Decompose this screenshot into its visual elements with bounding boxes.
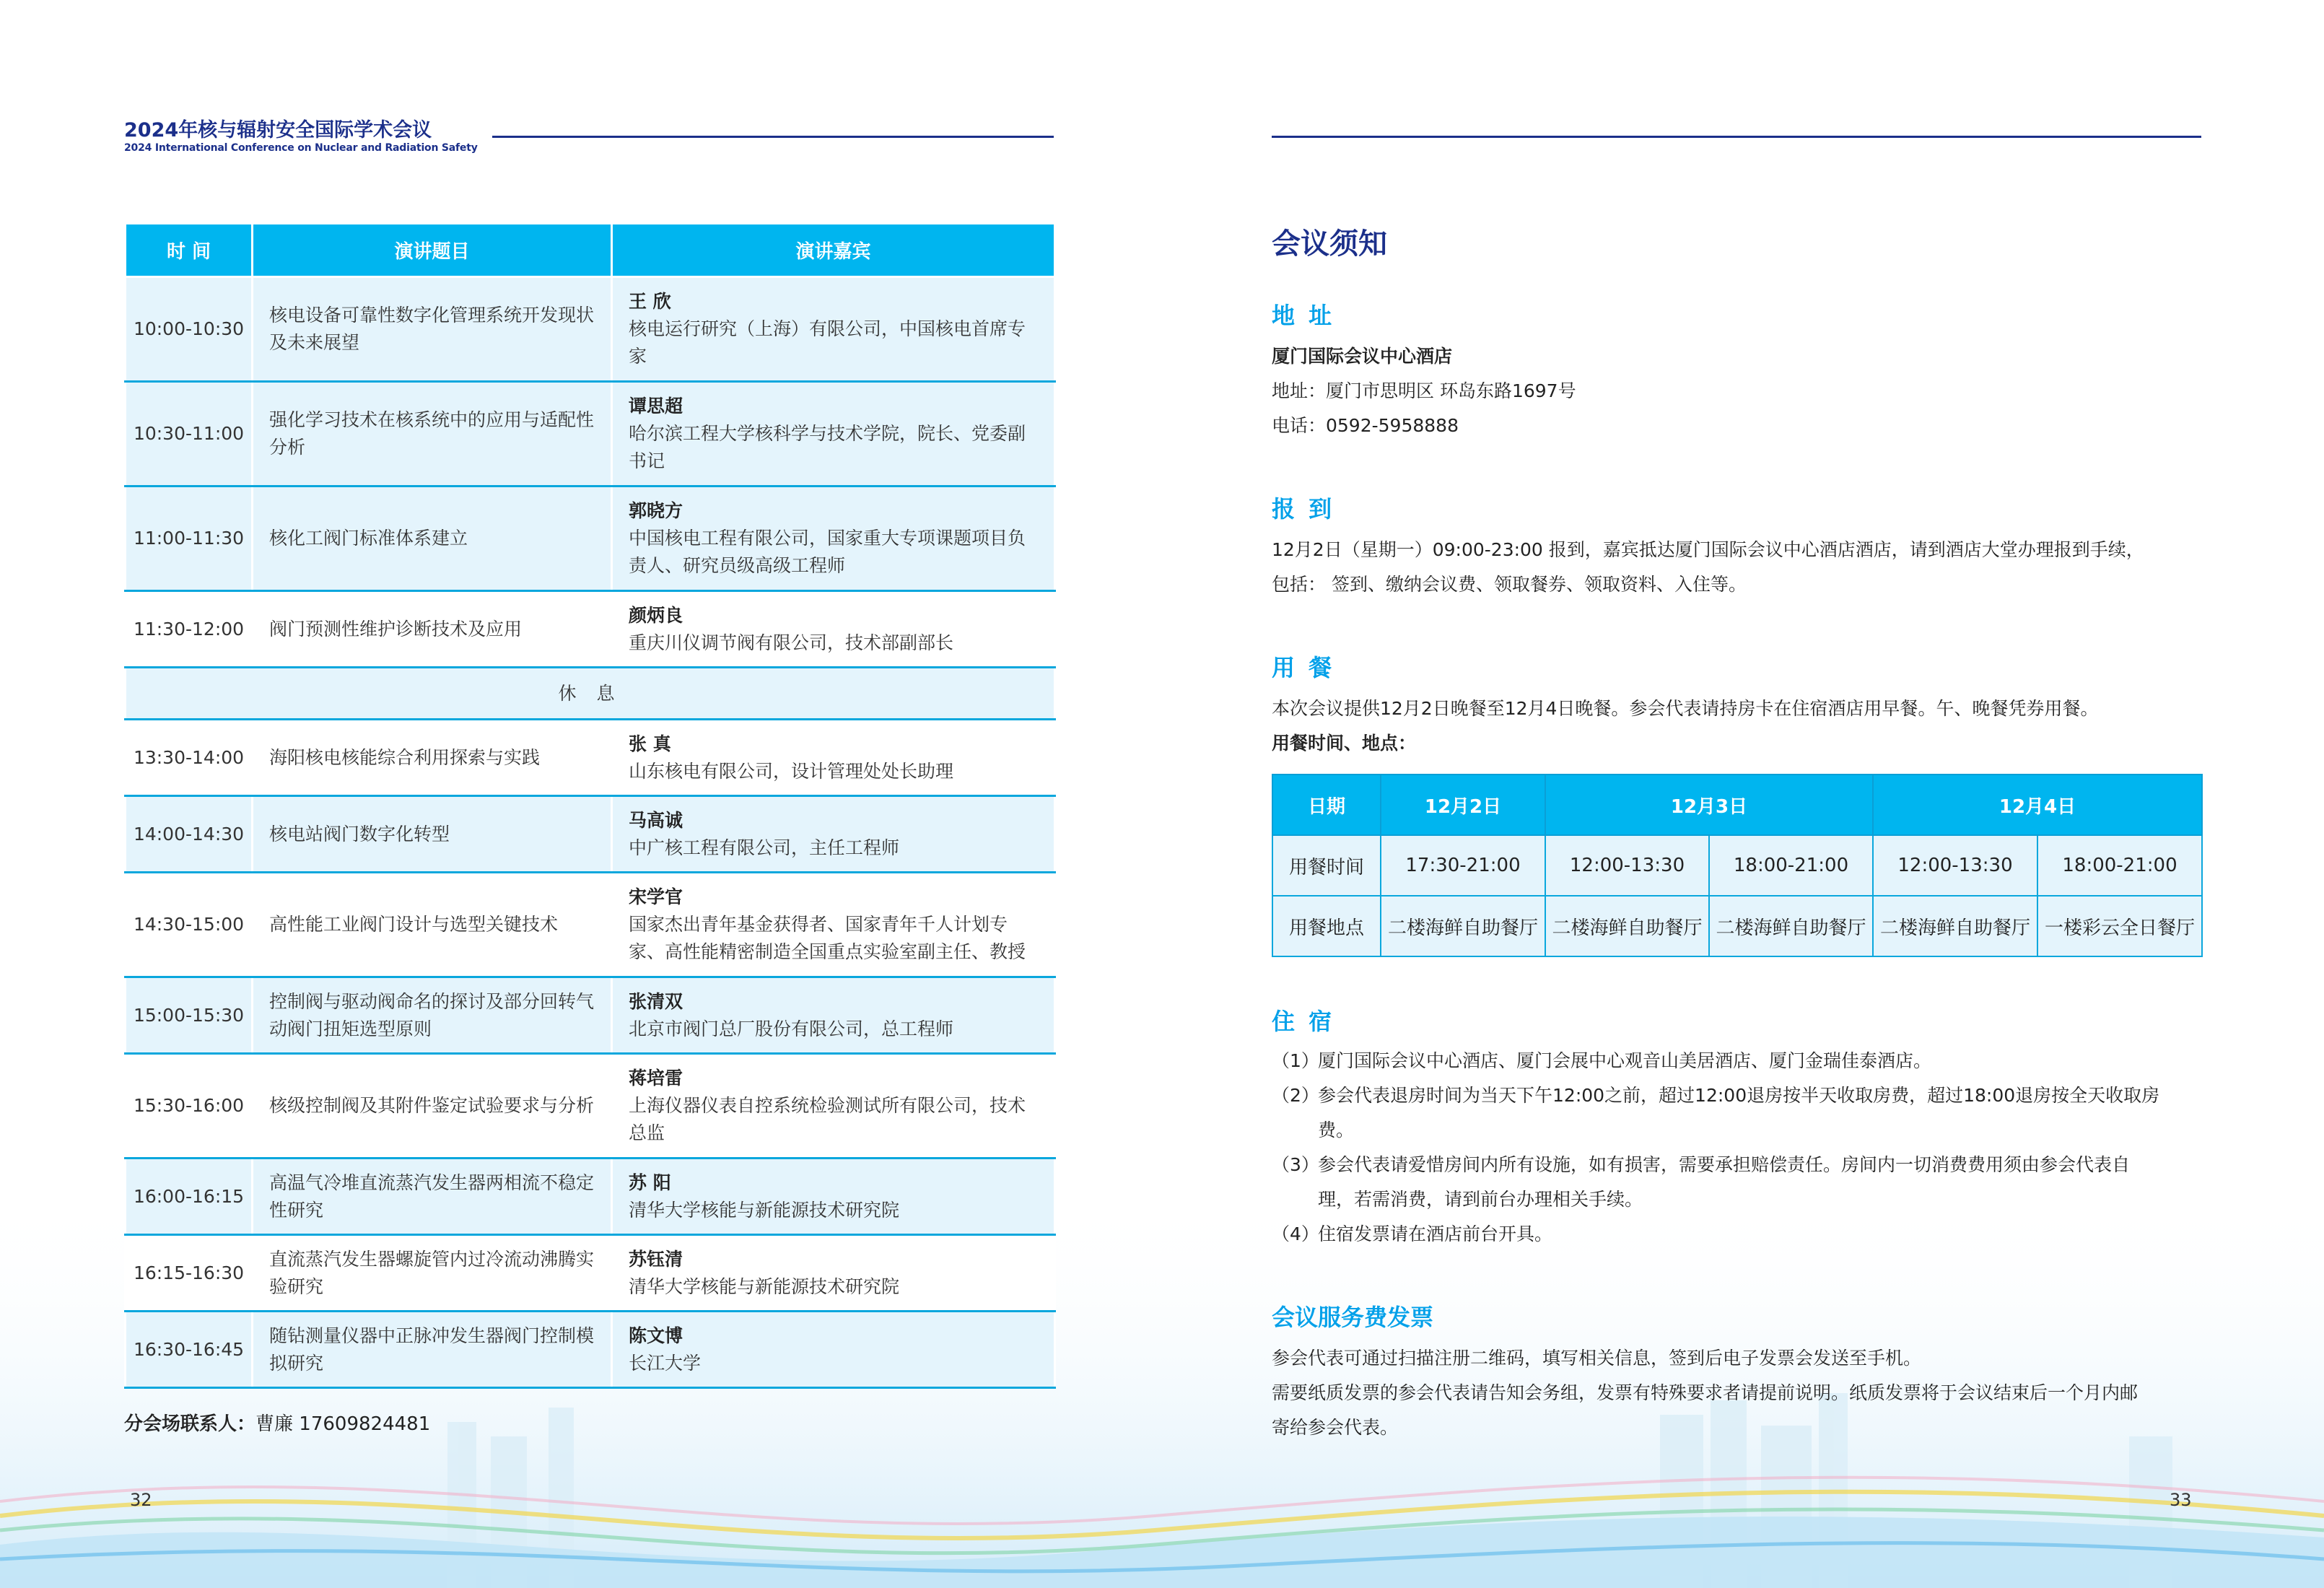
meal-place-cell: 二楼海鲜自助餐厅 xyxy=(1873,896,2037,956)
table-row xyxy=(126,1235,1055,1312)
meal-place-label: 用餐地点 xyxy=(1272,896,1381,956)
topic-cell: 直流蒸汽发生器螺旋管内过冷流动沸腾实验研究 xyxy=(253,1235,612,1312)
speaker-org: 上海仪器仪表自控系统检验测试所有限公司，技术总监 xyxy=(629,1095,1026,1143)
time-cell: 13:30-14:00 xyxy=(126,720,253,796)
speaker-name: 宋学官 xyxy=(629,886,683,907)
speaker-name: 苏钰清 xyxy=(629,1248,683,1270)
address-heading: 地 址 xyxy=(1272,302,1335,329)
schedule-header-row xyxy=(126,224,1055,277)
meal-time-cell: 18:00-21:00 xyxy=(2037,835,2202,896)
table-row xyxy=(126,977,1055,1054)
topic-cell: 强化学习技术在核系统中的应用与适配性分析 xyxy=(253,382,612,487)
speaker-cell xyxy=(612,591,1055,668)
speaker-org: 长江大学 xyxy=(629,1352,702,1374)
lodging-item-text: 参会代表请爱惜房间内所有设施，如有损害，需要承担赔偿责任。房间内一切消费费用须由参会代表自理，若需消费，请到前台办理相关手续。 xyxy=(1318,1154,2131,1210)
table-row xyxy=(126,796,1055,873)
meal-header-row xyxy=(1272,775,2202,835)
page-number-right: 33 xyxy=(2170,1490,2192,1510)
meal-place-cell: 二楼海鲜自助餐厅 xyxy=(1381,896,1545,956)
header-speaker: 演讲嘉宾 xyxy=(612,224,1055,277)
meal-header-dec3: 12月3日 xyxy=(1545,775,1873,835)
time-cell: 10:00-10:30 xyxy=(126,277,253,382)
meal-time-cell: 12:00-13:30 xyxy=(1873,835,2037,896)
registration-line-2: 包括： 签到、缴纳会议费、领取餐券、领取资料、入住等。 xyxy=(1272,574,1747,595)
meal-time-cell: 17:30-21:00 xyxy=(1381,835,1545,896)
speaker-cell xyxy=(612,796,1055,873)
speaker-name: 陈文博 xyxy=(629,1325,683,1346)
meal-time-cell: 12:00-13:30 xyxy=(1545,835,1709,896)
header-rule xyxy=(492,136,1054,138)
table-row xyxy=(126,1054,1055,1159)
speaker-name: 谭思超 xyxy=(629,396,683,416)
right-page xyxy=(1162,0,2324,1588)
page-number-left: 32 xyxy=(130,1490,152,1510)
speaker-org: 山东核电有限公司，设计管理处处长助理 xyxy=(629,760,954,782)
invoice-line-2: 需要纸质发票的参会代表请告知会务组，发票有特殊要求者请提前说明。纸质发票将于会议结束后一个月内邮 xyxy=(1272,1382,2139,1403)
lodging-item-text: 住宿发票请在酒店前台开具。 xyxy=(1318,1223,1553,1244)
table-row xyxy=(126,720,1055,796)
meal-header-dec2: 12月2日 xyxy=(1381,775,1545,835)
time-cell: 14:00-14:30 xyxy=(126,796,253,873)
hotel-name: 厦门国际会议中心酒店 xyxy=(1272,346,1453,367)
table-row xyxy=(126,382,1055,487)
time-cell: 16:15-16:30 xyxy=(126,1235,253,1312)
table-row xyxy=(126,1312,1055,1388)
topic-cell: 核级控制阀及其附件鉴定试验要求与分析 xyxy=(253,1054,612,1159)
invoice-heading: 会议服务费发票 xyxy=(1272,1304,1434,1331)
meal-place-cell: 二楼海鲜自助餐厅 xyxy=(1709,896,1873,956)
header-topic: 演讲题目 xyxy=(253,224,612,277)
meal-header-dec4: 12月4日 xyxy=(1873,775,2202,835)
session-contact xyxy=(124,1409,430,1436)
topic-cell: 随钻测量仪器中正脉冲发生器阀门控制模拟研究 xyxy=(253,1312,612,1388)
lodging-item xyxy=(1272,1044,2201,1078)
conference-subtitle: 2024 International Conference on Nuclear and Radiation Safety xyxy=(124,142,478,154)
time-cell: 10:30-11:00 xyxy=(126,382,253,487)
meal-table xyxy=(1272,774,2203,957)
speaker-org: 清华大学核能与新能源技术研究院 xyxy=(629,1199,900,1221)
speaker-name: 马高诚 xyxy=(629,809,683,831)
topic-cell: 控制阀与驱动阀命名的探讨及部分回转气动阀门扭矩选型原则 xyxy=(253,977,612,1054)
speaker-name: 张清双 xyxy=(629,990,683,1012)
invoice-line-1: 参会代表可通过扫描注册二维码，填写相关信息，签到后电子发票会发送至手机。 xyxy=(1272,1348,1922,1369)
topic-cell: 核电站阀门数字化转型 xyxy=(253,796,612,873)
phone-line: 电话：0592-5958888 xyxy=(1272,415,1459,436)
lodging-item xyxy=(1272,1078,2201,1148)
lodging-item-text: 厦门国际会议中心酒店、厦门会展中心观音山美居酒店、厦门金瑞佳泰酒店。 xyxy=(1318,1050,1932,1071)
speaker-org: 北京市阀门总厂股份有限公司，总工程师 xyxy=(629,1018,954,1039)
meal-header-date: 日期 xyxy=(1272,775,1381,835)
topic-cell: 高温气冷堆直流蒸汽发生器两相流不稳定性研究 xyxy=(253,1159,612,1235)
time-cell: 16:30-16:45 xyxy=(126,1312,253,1388)
topic-cell: 高性能工业阀门设计与选型关键技术 xyxy=(253,873,612,977)
table-row xyxy=(126,277,1055,382)
topic-cell: 核电设备可靠性数字化管理系统开发现状及未来展望 xyxy=(253,277,612,382)
break-row xyxy=(126,668,1055,720)
speaker-cell xyxy=(612,1312,1055,1388)
meal-time-row xyxy=(1272,835,2202,896)
speaker-org: 国家杰出青年基金获得者、国家青年千人计划专家、高性能精密制造全国重点实验室副主任、教授 xyxy=(629,914,1026,962)
lodging-item-number: （3） xyxy=(1272,1154,1319,1175)
contact-value: 曹廉 17609824481 xyxy=(255,1413,431,1435)
lodging-item xyxy=(1272,1217,2201,1252)
topic-cell: 阀门预测性维护诊断技术及应用 xyxy=(253,591,612,668)
address-line: 地址：厦门市思明区 环岛东路1697号 xyxy=(1272,380,1576,401)
speaker-cell xyxy=(612,277,1055,382)
time-cell: 11:30-12:00 xyxy=(126,591,253,668)
speaker-name: 张 真 xyxy=(629,733,671,754)
speaker-cell xyxy=(612,977,1055,1054)
dining-line-1: 本次会议提供12月2日晚餐至12月4日晚餐。参会代表请持房卡在住宿酒店用早餐。午、晚餐凭券用餐。 xyxy=(1272,698,2099,719)
speaker-cell xyxy=(612,1054,1055,1159)
invoice-line-3: 寄给参会代表。 xyxy=(1272,1417,1399,1438)
speaker-cell xyxy=(612,720,1055,796)
lodging-item-number: （4） xyxy=(1272,1223,1319,1244)
topic-cell: 海阳核电核能综合利用探索与实践 xyxy=(253,720,612,796)
speaker-name: 颜炳良 xyxy=(629,604,683,626)
speaker-name: 王 欣 xyxy=(629,291,671,312)
schedule-table xyxy=(124,222,1056,1389)
conference-title: 2024年核与辐射安全国际学术会议 xyxy=(124,119,432,141)
meal-place-cell: 一楼彩云全日餐厅 xyxy=(2037,896,2202,956)
meal-time-label: 用餐时间 xyxy=(1272,835,1381,896)
lodging-heading: 住 宿 xyxy=(1272,1008,1335,1035)
speaker-org: 哈尔滨工程大学核科学与技术学院，院长、党委副书记 xyxy=(629,423,1026,471)
meal-place-cell: 二楼海鲜自助餐厅 xyxy=(1545,896,1709,956)
lodging-item-number: （2） xyxy=(1272,1085,1319,1106)
break-label: 休 息 xyxy=(126,668,1055,720)
speaker-org: 中国核电工程有限公司，国家重大专项课题项目负责人、研究员级高级工程师 xyxy=(629,528,1026,576)
lodging-item xyxy=(1272,1148,2201,1217)
speaker-cell xyxy=(612,487,1055,591)
time-cell: 11:00-11:30 xyxy=(126,487,253,591)
speaker-name: 苏 阳 xyxy=(629,1172,671,1193)
speaker-name: 郭晓方 xyxy=(629,500,683,521)
speaker-name: 蒋培雷 xyxy=(629,1068,683,1089)
registration-line-1: 12月2日（星期一）09:00-23:00 报到，嘉宾抵达厦门国际会议中心酒店酒店，请到酒店大堂办理报到手续， xyxy=(1272,539,2144,560)
header-rule xyxy=(1272,136,2201,138)
speaker-org: 核电运行研究（上海）有限公司，中国核电首席专家 xyxy=(629,318,1026,367)
dining-heading: 用 餐 xyxy=(1272,654,1335,681)
registration-heading: 报 到 xyxy=(1272,495,1335,523)
time-cell: 16:00-16:15 xyxy=(126,1159,253,1235)
time-cell: 15:30-16:00 xyxy=(126,1054,253,1159)
speaker-cell xyxy=(612,382,1055,487)
lodging-item-text: 参会代表退房时间为当天下午12:00之前，超过12:00退房按半天收取房费，超过18:00退房按全天收取房费。 xyxy=(1318,1085,2160,1140)
table-row xyxy=(126,487,1055,591)
dining-line-2: 用餐时间、地点： xyxy=(1272,733,1417,754)
topic-cell: 核化工阀门标准体系建立 xyxy=(253,487,612,591)
meal-place-row xyxy=(1272,896,2202,956)
notice-title: 会议须知 xyxy=(1272,227,1387,261)
meal-time-cell: 18:00-21:00 xyxy=(1709,835,1873,896)
header-time: 时 间 xyxy=(126,224,253,277)
time-cell: 14:30-15:00 xyxy=(126,873,253,977)
speaker-cell xyxy=(612,873,1055,977)
speaker-cell xyxy=(612,1235,1055,1312)
table-row xyxy=(126,1159,1055,1235)
speaker-cell xyxy=(612,1159,1055,1235)
lodging-item-number: （1） xyxy=(1272,1050,1319,1071)
table-row xyxy=(126,873,1055,977)
contact-label: 分会场联系人： xyxy=(124,1413,256,1435)
table-row xyxy=(126,591,1055,668)
time-cell: 15:00-15:30 xyxy=(126,977,253,1054)
speaker-org: 重庆川仪调节阀有限公司，技术部副部长 xyxy=(629,632,954,653)
speaker-org: 清华大学核能与新能源技术研究院 xyxy=(629,1275,900,1297)
speaker-org: 中广核工程有限公司，主任工程师 xyxy=(629,837,900,858)
